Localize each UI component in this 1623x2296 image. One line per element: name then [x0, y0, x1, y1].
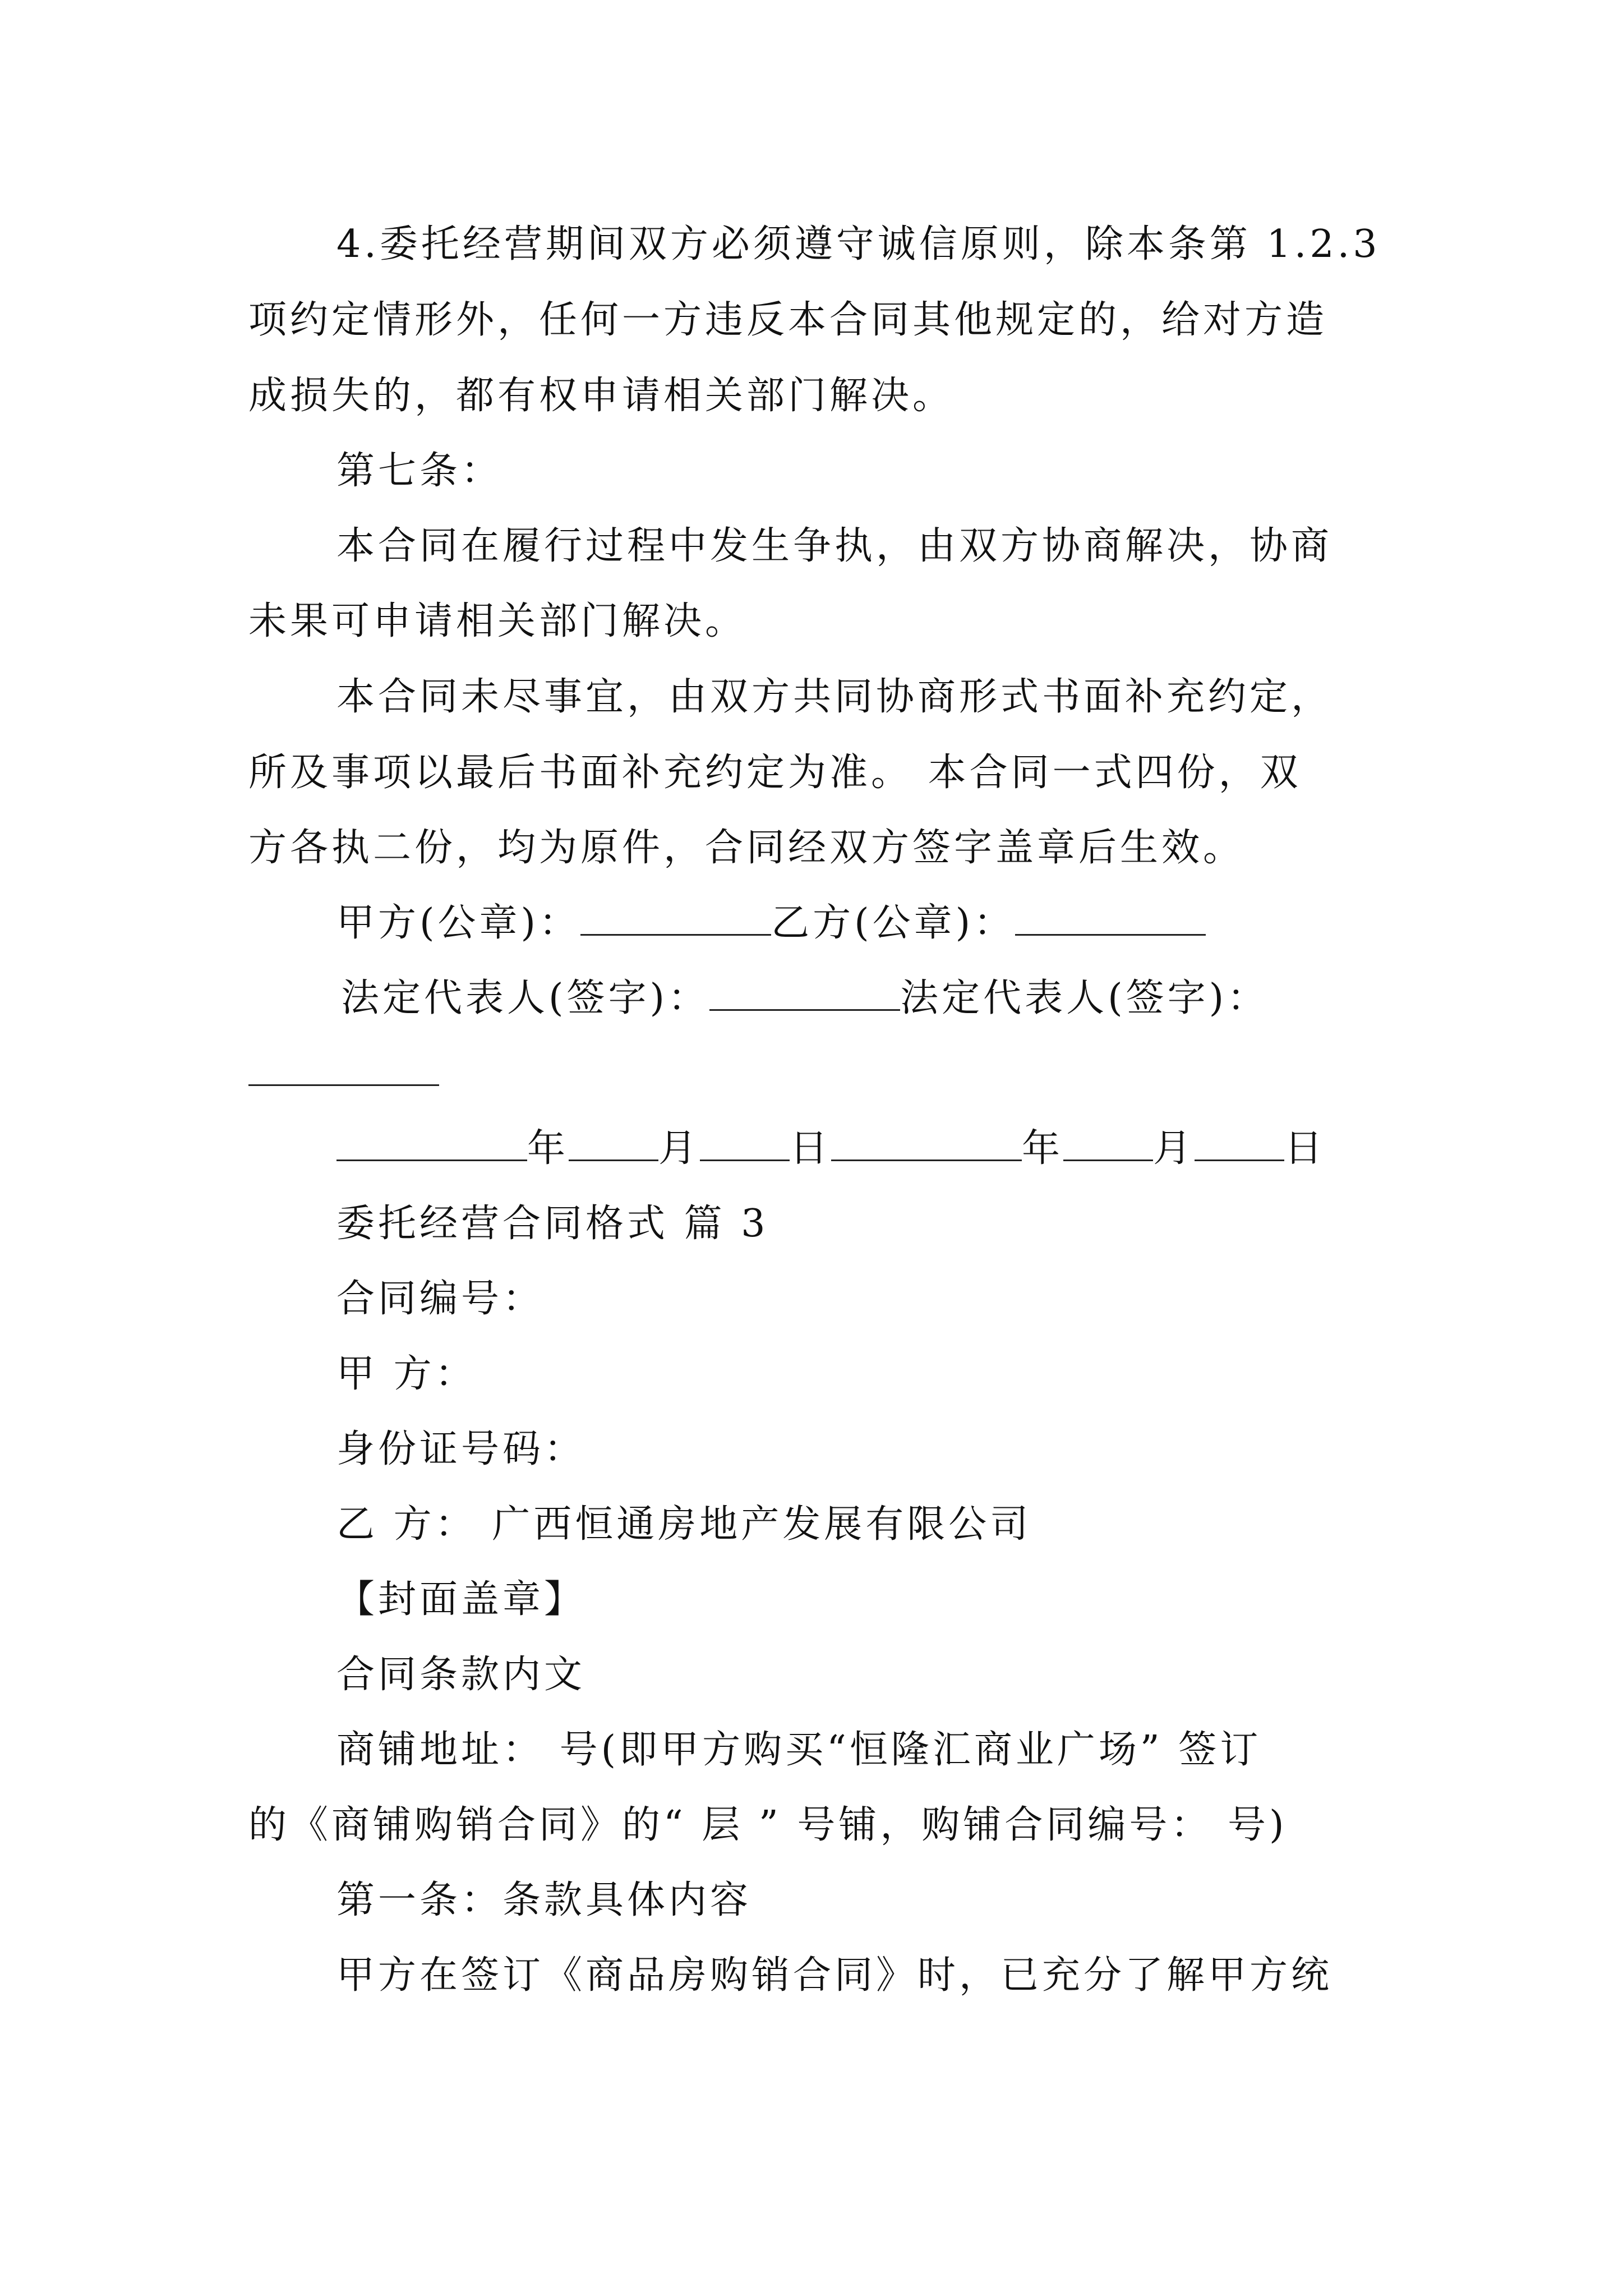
rep-b-blank-line	[248, 1046, 439, 1102]
month-a-blank	[569, 1125, 658, 1161]
party-b-seal-blank	[1015, 899, 1206, 936]
month-b-blank	[1063, 1125, 1153, 1161]
text-line: 方各执二份，均为原件，合同经双方签字盖章后生效。	[248, 826, 1245, 870]
party-a-seal-blank	[580, 899, 771, 936]
text-line: 所及事项以最后书面补充约定为准。 本合同一式四份，双	[248, 751, 1302, 795]
text-line: 身份证号码：	[336, 1427, 586, 1471]
year-a-blank	[336, 1125, 527, 1161]
section-title: 委托经营合同格式 篇 3	[336, 1202, 769, 1246]
text-line: 甲 方：	[336, 1352, 477, 1396]
text-line: 本合同未尽事宜，由双方共同协商形式书面补充约定，	[336, 675, 1333, 719]
rep-a-label: 法定代表人(签字)：	[341, 976, 710, 1020]
text-line: 未果可申请相关部门解决。	[248, 599, 747, 643]
text-line: 的《商铺购销合同》的“ 层 ” 号铺，购铺合同编号： 号)	[248, 1803, 1288, 1847]
text-line: 第一条：条款具体内容	[336, 1878, 752, 1922]
rep-b-blank	[248, 1050, 439, 1086]
text-line: 4.委托经营期间双方必须遵守诚信原则，除本条第 1.2.3	[336, 222, 1381, 266]
rep-a-blank	[709, 974, 900, 1011]
text-line: 成损失的，都有权申请相关部门解决。	[248, 374, 955, 418]
rep-b-label: 法定代表人(签字)：	[900, 976, 1269, 1020]
text-line: 乙 方： 广西恒通房地产发展有限公司	[336, 1502, 1032, 1547]
text-line: 甲方在签订《商品房购销合同》时，已充分了解甲方统	[336, 1953, 1333, 1998]
year-b-blank	[831, 1125, 1022, 1161]
text-line: 合同编号：	[336, 1277, 545, 1321]
month-a-label: 月	[658, 1126, 700, 1171]
text-line: 合同条款内文	[336, 1653, 586, 1697]
day-b-label: 日	[1284, 1126, 1326, 1171]
date-line	[336, 1121, 1326, 1177]
representative-line	[341, 970, 1269, 1027]
party-b-seal-label: 乙方(公章)：	[771, 901, 1016, 945]
year-a-label: 年	[527, 1126, 569, 1171]
day-b-blank	[1195, 1125, 1284, 1161]
year-b-label: 年	[1022, 1126, 1064, 1171]
day-a-blank	[700, 1125, 790, 1161]
seal-line	[336, 895, 1206, 951]
text-line: 商铺地址： 号(即甲方购买“恒隆汇商业广场” 签订	[336, 1728, 1262, 1772]
party-a-seal-label: 甲方(公章)：	[336, 901, 581, 945]
text-line: 【封面盖章】	[336, 1577, 586, 1622]
section-heading: 第七条：	[336, 449, 503, 493]
text-line: 本合同在履行过程中发生争执，由双方协商解决，协商	[336, 524, 1333, 568]
text-line: 项约定情形外，任何一方违反本合同其他规定的，给对方造	[248, 298, 1328, 342]
day-a-label: 日	[790, 1126, 832, 1171]
month-b-label: 月	[1153, 1126, 1195, 1171]
